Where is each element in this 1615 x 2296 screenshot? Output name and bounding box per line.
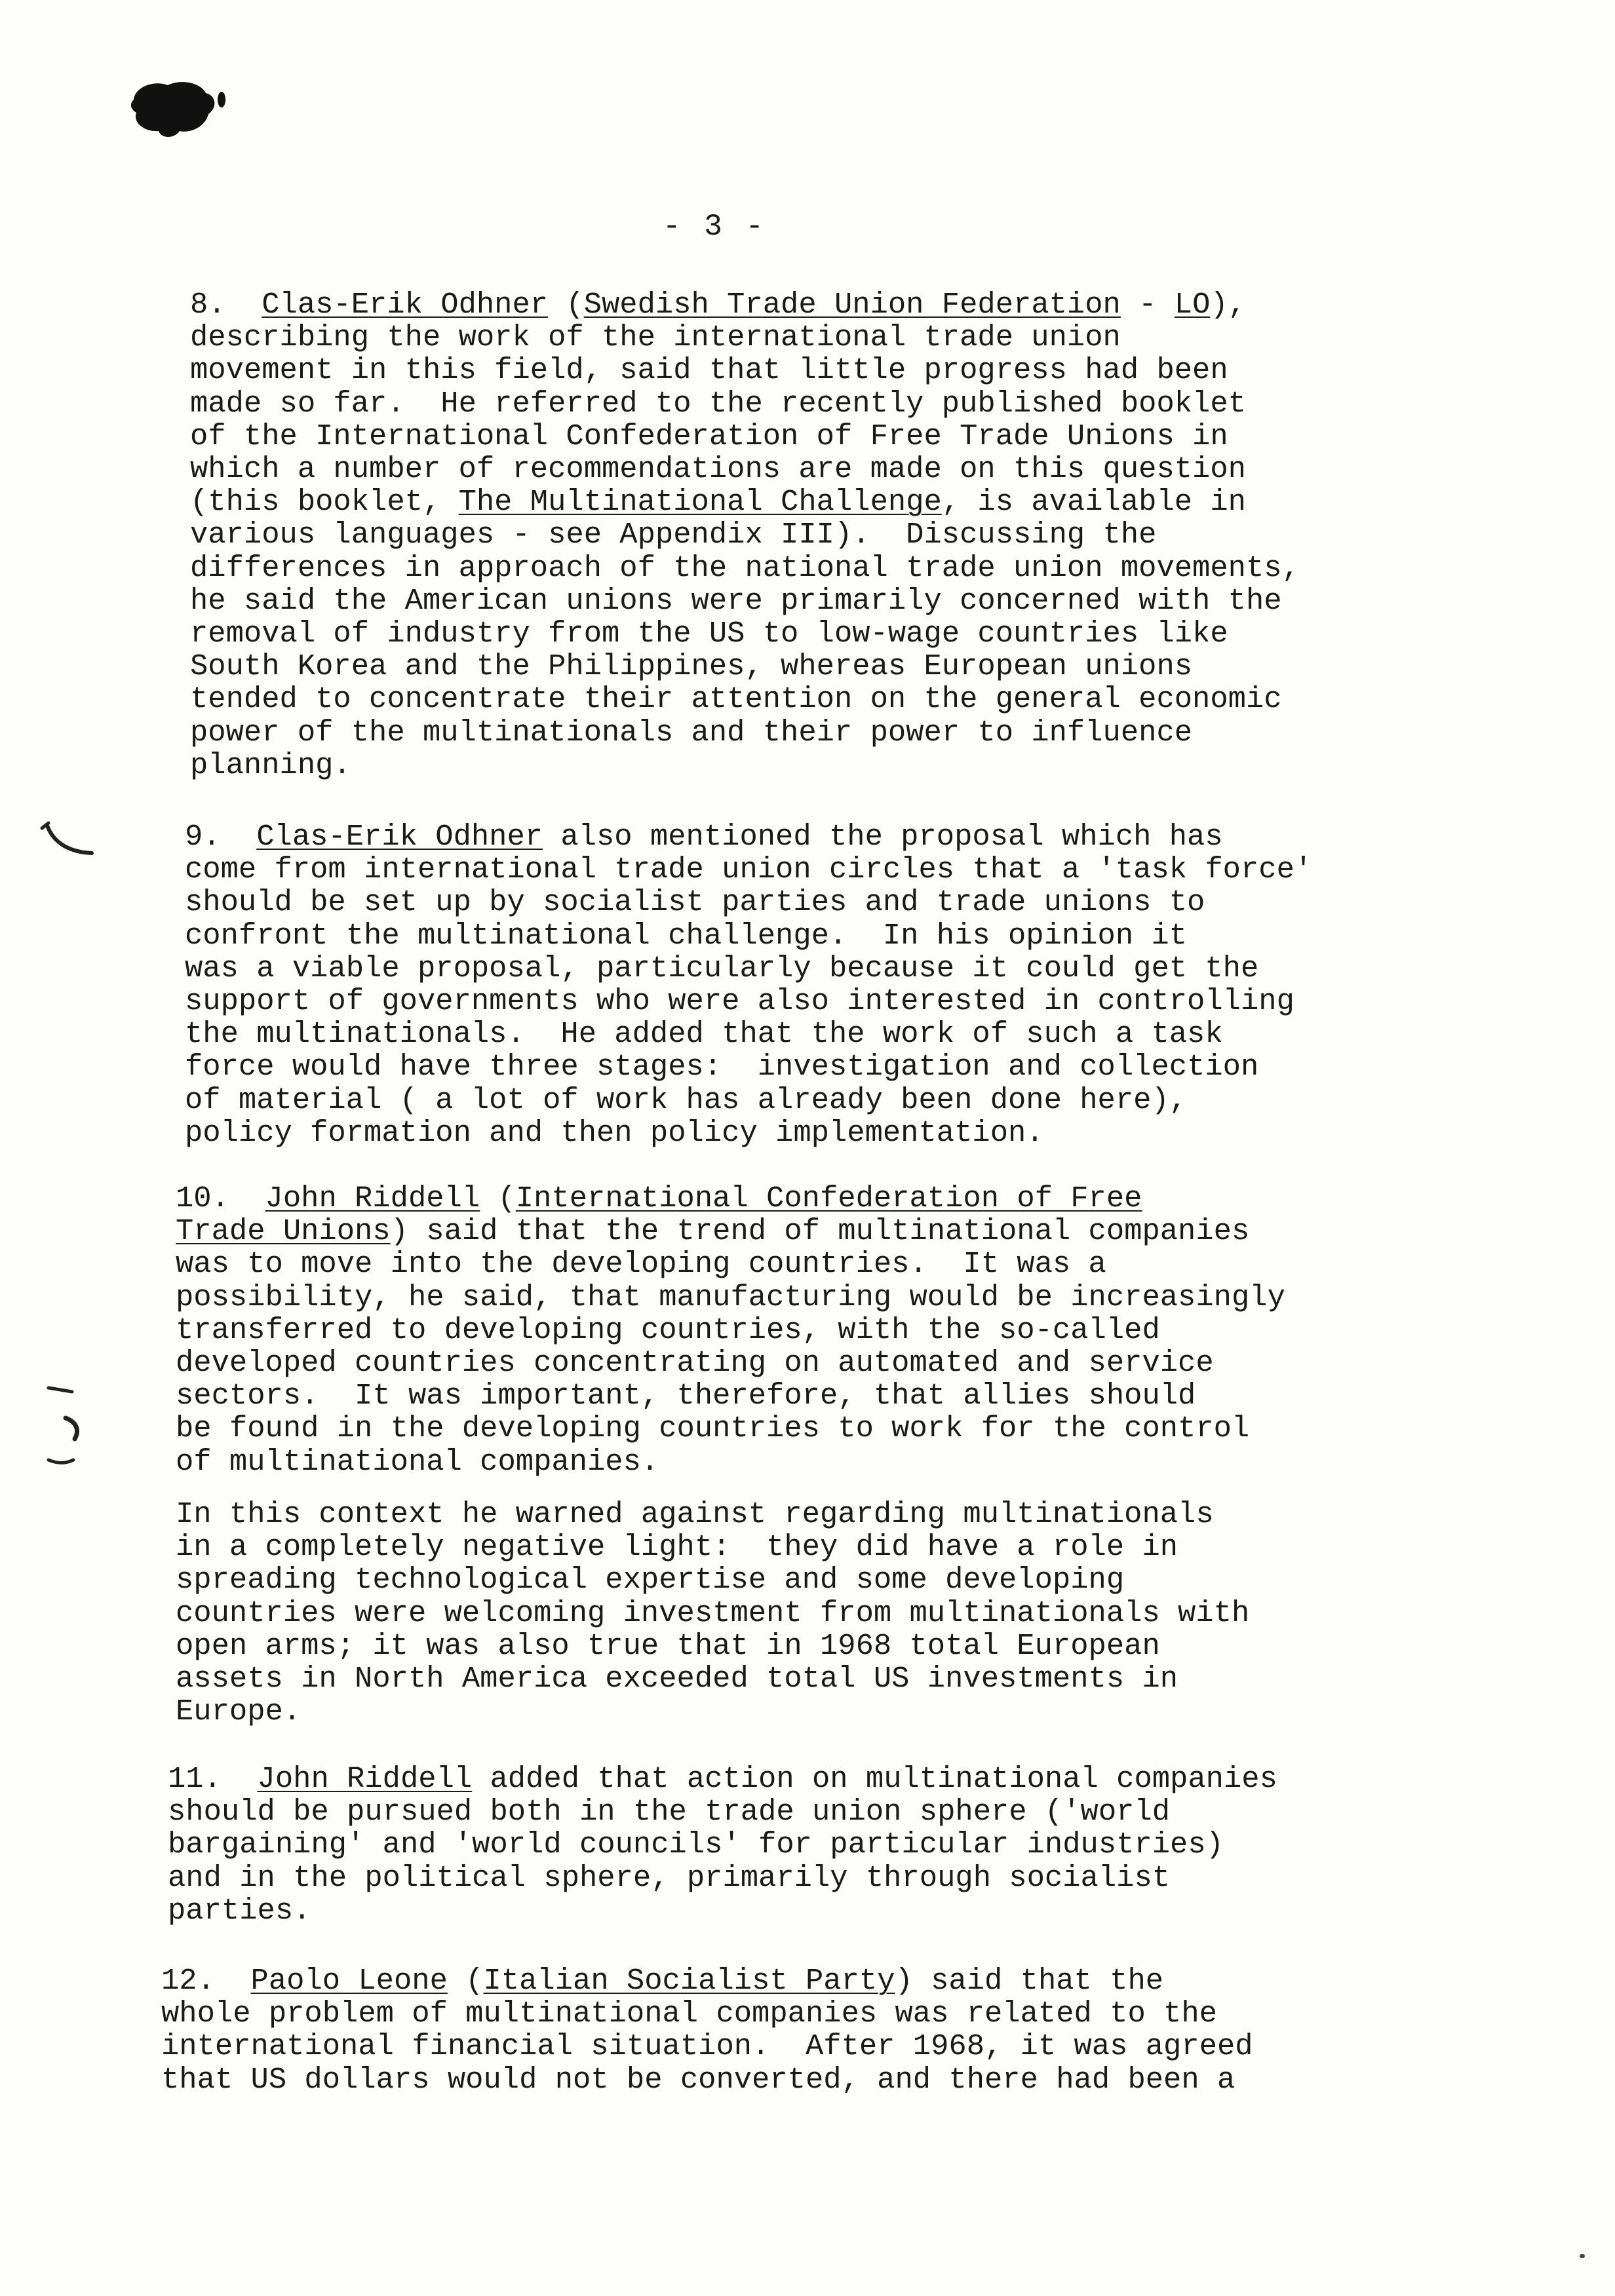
text-line xyxy=(185,1018,1312,1050)
underlined-segment: Clas-Erik Odhner xyxy=(256,820,543,854)
text-line xyxy=(176,1379,1285,1412)
text-segment: ) said that the xyxy=(895,1964,1164,1998)
underlined-segment: Paolo Leone xyxy=(250,1964,448,1998)
text-line xyxy=(190,617,1300,650)
underlined-segment: The Multinational Challenge xyxy=(458,485,942,520)
text-segment: spreading technological expertise and some developing xyxy=(176,1563,1125,1598)
text-line xyxy=(168,1828,1277,1861)
text-line xyxy=(190,716,1300,749)
text-line xyxy=(185,1084,1312,1117)
text-segment: open arms; it was also true that in 1968 total European xyxy=(176,1628,1160,1663)
text-line xyxy=(190,387,1300,420)
text-line xyxy=(161,2063,1253,2096)
text-segment: 8. xyxy=(190,288,262,322)
text-segment: ( xyxy=(447,1964,484,1998)
text-line xyxy=(190,420,1300,453)
text-segment: , is available in xyxy=(941,485,1246,520)
text-line xyxy=(168,1763,1277,1795)
text-segment: South Korea and the Philippines, whereas European unions xyxy=(190,649,1193,684)
text-line xyxy=(176,1248,1285,1280)
text-line xyxy=(168,1795,1277,1828)
text-line xyxy=(185,820,1312,853)
text-segment: planning. xyxy=(190,748,351,782)
ink-blot-mark xyxy=(128,73,233,145)
text-line xyxy=(176,1597,1249,1630)
text-segment: ), xyxy=(1210,288,1246,322)
text-line xyxy=(185,853,1312,886)
page-number: - 3 - xyxy=(662,210,767,244)
text-segment: In this context he warned against regarding multinationals xyxy=(176,1497,1214,1531)
text-segment: 9. xyxy=(185,820,257,854)
text-line xyxy=(176,1182,1285,1215)
text-segment: ) said that the trend of multinational companies xyxy=(390,1214,1250,1249)
text-line xyxy=(176,1314,1285,1347)
text-segment: of multinational companies. xyxy=(176,1444,659,1479)
underlined-segment: John Riddell xyxy=(265,1181,480,1215)
text-segment: of material ( a lot of work has already been done here), xyxy=(185,1082,1188,1117)
text-segment: was a viable proposal, particularly because it could get the xyxy=(185,951,1259,985)
text-line xyxy=(168,1894,1277,1927)
text-line xyxy=(176,1412,1285,1445)
text-line xyxy=(161,2030,1253,2063)
text-line xyxy=(190,683,1300,716)
text-segment: - xyxy=(1120,288,1175,322)
text-line xyxy=(185,1117,1312,1149)
text-segment: assets in North America exceeded total US investments in xyxy=(176,1662,1178,1696)
text-segment: bargaining' and 'world councils' for particular industries) xyxy=(168,1827,1224,1862)
text-segment: 11. xyxy=(168,1762,258,1796)
text-segment: confront the multinational challenge. In his opinion it xyxy=(185,918,1188,953)
underlined-segment: Italian Socialist Party xyxy=(483,1964,895,1998)
text-line xyxy=(190,486,1300,518)
text-line xyxy=(190,453,1300,486)
paragraph-10 xyxy=(176,1182,1285,1478)
text-segment: (this booklet, xyxy=(190,485,459,520)
text-line xyxy=(190,584,1300,617)
text-segment: should be set up by socialist parties and trade unions to xyxy=(185,885,1205,920)
text-line xyxy=(190,321,1300,354)
text-segment: countries were welcoming investment from multinationals with xyxy=(176,1596,1250,1630)
text-line xyxy=(190,288,1300,321)
text-segment: and in the political sphere, primarily through socialist xyxy=(168,1860,1171,1895)
text-segment: various languages - see Appendix III). Discussing the xyxy=(190,518,1157,552)
text-segment: he said the American unions were primarily concerned with the xyxy=(190,583,1282,618)
text-segment: made so far. He referred to the recently published booklet xyxy=(190,386,1246,421)
text-segment: in a completely negative light: they did have a role in xyxy=(176,1530,1178,1565)
text-segment: international financial situation. After 1968, it was agreed xyxy=(161,2029,1253,2064)
text-line xyxy=(190,650,1300,683)
text-line xyxy=(168,1862,1277,1894)
text-segment: sectors. It was important, therefore, that allies should xyxy=(176,1379,1196,1413)
text-segment: tended to concentrate their attention on the general economic xyxy=(190,682,1282,717)
text-segment: support of governments who were also interested in controlling xyxy=(185,984,1294,1019)
text-segment: transferred to developing countries, with the so-called xyxy=(176,1312,1160,1347)
text-line xyxy=(161,1964,1253,1997)
text-line xyxy=(176,1445,1285,1478)
text-line xyxy=(185,952,1312,985)
text-line xyxy=(190,518,1300,551)
text-line xyxy=(185,919,1312,952)
text-line xyxy=(185,886,1312,919)
text-segment: which a number of recommendations are made on this question xyxy=(190,452,1246,487)
underlined-segment: LO xyxy=(1174,288,1211,322)
text-line xyxy=(176,1695,1249,1728)
text-line xyxy=(176,1531,1249,1563)
text-line xyxy=(185,985,1312,1018)
text-line xyxy=(176,1630,1249,1662)
paragraph-9 xyxy=(185,820,1312,1149)
text-line xyxy=(176,1281,1285,1314)
underlined-segment: Clas-Erik Odhner xyxy=(262,288,549,322)
text-segment: force would have three stages: investigation and collection xyxy=(185,1050,1259,1084)
text-line xyxy=(185,1050,1312,1083)
text-line xyxy=(176,1563,1249,1596)
text-segment: policy formation and then policy implementation. xyxy=(185,1115,1044,1150)
text-segment: power of the multinationals and their power to influence xyxy=(190,715,1193,750)
text-line xyxy=(176,1347,1285,1379)
text-segment: differences in approach of the national trade union movements, xyxy=(190,550,1300,585)
text-segment: Europe. xyxy=(176,1694,302,1729)
text-segment: added that action on multinational companies xyxy=(472,1762,1277,1796)
paragraph-11 xyxy=(168,1763,1277,1927)
text-line xyxy=(176,1498,1249,1531)
underlined-segment: Trade Unions xyxy=(176,1214,391,1249)
underlined-segment: John Riddell xyxy=(257,1762,473,1796)
paragraph-10-continued xyxy=(176,1498,1249,1728)
text-line xyxy=(190,354,1300,387)
text-segment: come from international trade union circles that a 'task force' xyxy=(185,852,1313,887)
text-segment: 10. xyxy=(176,1181,265,1215)
text-segment: removal of industry from the US to low-wage countries like xyxy=(190,617,1228,651)
text-segment: parties. xyxy=(168,1893,311,1928)
text-segment: ( xyxy=(548,288,584,322)
text-segment: be found in the developing countries to work for the control xyxy=(176,1411,1250,1446)
text-segment: the multinationals. He added that the work of such a task xyxy=(185,1017,1223,1052)
text-line xyxy=(190,552,1300,584)
text-segment: whole problem of multinational companies was related to the xyxy=(161,1997,1217,2031)
underlined-segment: International Confederation of Free xyxy=(515,1181,1142,1215)
text-segment: should be pursued both in the trade union sphere ('world xyxy=(168,1795,1171,1829)
text-line xyxy=(190,749,1300,782)
text-line xyxy=(176,1662,1249,1695)
text-segment: developed countries concentrating on automated and service xyxy=(176,1346,1214,1381)
text-line xyxy=(161,1997,1253,2030)
paragraph-12 xyxy=(161,1964,1253,2096)
text-segment: describing the work of the international trade union xyxy=(190,320,1121,355)
text-segment: of the International Confederation of Free Trade Unions in xyxy=(190,419,1228,453)
text-segment: 12. xyxy=(161,1964,251,1998)
margin-bracket-mark xyxy=(43,1383,89,1468)
stray-mark xyxy=(1580,2254,1585,2258)
text-line xyxy=(176,1215,1285,1248)
text-segment: that US dollars would not be converted, and there had been a xyxy=(161,2062,1236,2097)
paragraph-8 xyxy=(190,288,1300,782)
text-segment: ( xyxy=(480,1181,516,1215)
text-segment: also mentioned the proposal which has xyxy=(543,820,1223,854)
margin-bracket-mark xyxy=(39,820,98,866)
text-segment: movement in this field, said that little progress had been xyxy=(190,353,1228,388)
text-segment: possibility, he said, that manufacturing would be increasingly xyxy=(176,1280,1285,1314)
underlined-segment: Swedish Trade Union Federation xyxy=(583,288,1121,322)
text-segment: was to move into the developing countries. It was a xyxy=(176,1247,1106,1282)
